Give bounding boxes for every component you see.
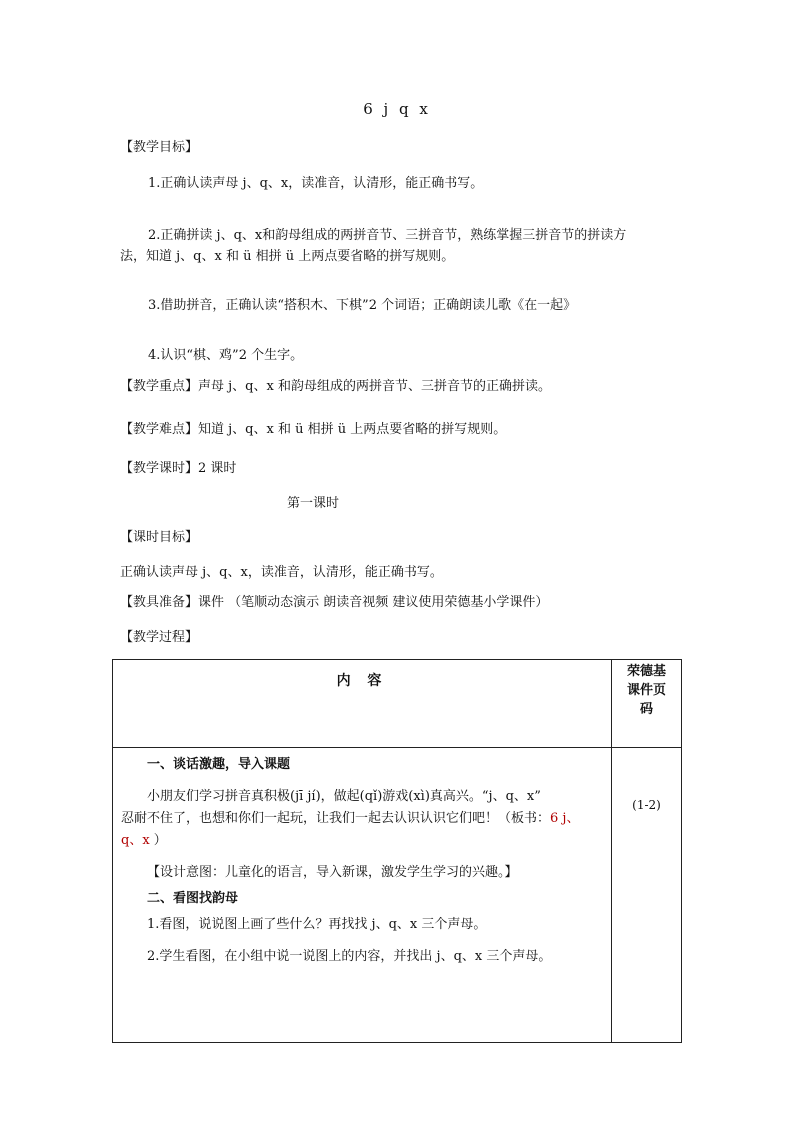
header-page-cell bbox=[612, 660, 682, 748]
class-hours-text: 2 课时 bbox=[198, 461, 237, 476]
materials bbox=[120, 591, 548, 610]
board-writing-2: q、x bbox=[121, 833, 150, 848]
section1-line-2-text: 忍耐不住了，也想和你们一起玩，让我们一起去认识认识它们吧！（板书： bbox=[121, 811, 551, 826]
page-title: 6 j q x bbox=[363, 100, 431, 118]
section1-line-3 bbox=[121, 830, 603, 852]
key-point-text: 声母 j、q、x 和韵母组成的两拼音节、三拼音节的正确拼读。 bbox=[198, 379, 551, 394]
step-2: 2.学生看图，在小组中说一说图上的内容，并找出 j、q、x 三个声母。 bbox=[147, 949, 552, 964]
page-ref: (1-2) bbox=[632, 798, 661, 812]
process-table bbox=[112, 659, 682, 1043]
section2-title: 二、看图找韵母 bbox=[147, 891, 239, 906]
lesson-objective-text: 正确认读声母 j、q、x，读准音，认清形，能正确书写。 bbox=[120, 565, 443, 580]
class-hours-label: 【教学课时】 bbox=[120, 461, 199, 476]
lesson-title: 第一课时 bbox=[287, 496, 340, 511]
table-body-row bbox=[113, 748, 682, 1043]
header-page-line-1: 荣德基 bbox=[626, 664, 666, 679]
table-header-row bbox=[113, 660, 682, 748]
header-content-cell bbox=[113, 660, 612, 748]
objective-item-2: 2.正确拼读 j、q、x和韵母组成的两拼音节、三拼音节，熟练掌握三拼音节的拼读方 bbox=[148, 228, 627, 243]
materials-text: 课件 （笔顺动态演示 朗读音视频 建议使用荣德基小学课件） bbox=[198, 595, 549, 610]
lesson-objective-heading: 【课时目标】 bbox=[120, 530, 199, 545]
page-ref-cell bbox=[612, 748, 682, 1043]
header-page-line-2: 课件页 bbox=[626, 683, 666, 698]
header-content-label: 内 容 bbox=[336, 673, 388, 689]
section1-line-3-end: ） bbox=[149, 833, 167, 848]
section1-line-1: 小朋友们学习拼音真积极(jī jí)，做起(qǐ)游戏(xì)真高兴。“j、q、x” bbox=[147, 789, 541, 804]
process-heading: 【教学过程】 bbox=[120, 630, 199, 645]
design-intent: 【设计意图：儿童化的语言，导入新课，激发学生学习的兴趣。】 bbox=[147, 865, 518, 880]
objective-item-1: 1.正确认读声母 j、q、x，读准音，认清形，能正确书写。 bbox=[148, 176, 484, 191]
difficulty bbox=[120, 418, 506, 437]
materials-label: 【教具准备】 bbox=[120, 595, 199, 610]
objective-item-2-cont: 法，知道 j、q、x 和 ü 相拼 ü 上两点要省略的拼写规则。 bbox=[120, 249, 455, 264]
section1-line-2 bbox=[121, 808, 603, 830]
objective-item-4: 4.认识“棋、鸡”2 个生字。 bbox=[148, 348, 304, 363]
step-1: 1.看图，说说图上画了些什么？再找找 j、q、x 三个声母。 bbox=[147, 917, 487, 932]
body-content-cell bbox=[113, 748, 612, 1043]
class-hours bbox=[120, 457, 236, 476]
key-point-label: 【教学重点】 bbox=[120, 379, 199, 394]
difficulty-text: 知道 j、q、x 和 ü 相拼 ü 上两点要省略的拼写规则。 bbox=[198, 422, 507, 437]
difficulty-label: 【教学难点】 bbox=[120, 422, 199, 437]
objectives-heading: 【教学目标】 bbox=[120, 140, 199, 155]
section1-title: 一、谈话激趣，导入课题 bbox=[147, 757, 291, 772]
objective-item-3: 3.借助拼音，正确认读“搭积木、下棋”2 个词语；正确朗读儿歌《在一起》 bbox=[148, 298, 577, 313]
header-page-line-3: 码 bbox=[639, 702, 653, 717]
key-point bbox=[120, 375, 551, 394]
board-writing-1: 6 j、 bbox=[550, 811, 580, 826]
